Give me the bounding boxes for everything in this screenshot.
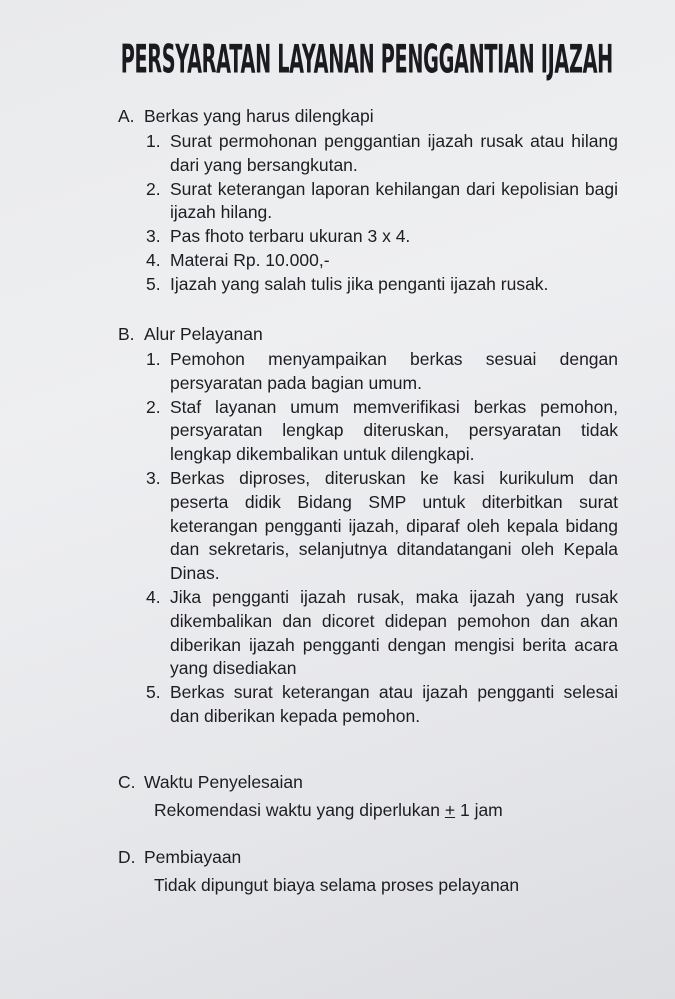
body-suffix: 1 jam <box>455 800 503 820</box>
section-a <box>118 104 618 297</box>
item-text: Berkas surat keterangan atau ijazah pengganti selesai dan diberikan kepada pemohon. <box>170 682 618 726</box>
section-title: Waktu Penyelesaian <box>144 772 303 792</box>
item-text: Pas fhoto terbaru ukuran 3 x 4. <box>170 226 411 247</box>
section-d-body: Tidak dipungut biaya selama proses pelayanan <box>154 875 520 895</box>
item-number: 5. <box>146 682 161 703</box>
body-prefix: Rekomendasi waktu yang diperlukan <box>154 800 445 820</box>
item-number: 2. <box>146 178 161 199</box>
section-letter: A. <box>118 106 135 126</box>
item-number: 4. <box>146 249 161 270</box>
item-number: 2. <box>146 396 161 417</box>
section-d-heading <box>118 845 618 869</box>
item-number: 1. <box>146 131 161 151</box>
section-b-heading <box>118 322 618 346</box>
item-number: 4. <box>146 586 161 607</box>
item-text: Jika pengganti ijazah rusak, maka ijazah yang rusak dikembalikan dan dicoret didepan pemohon dan akan diberikan ijazah pengganti dengan mengisi berita acara yang disediakan <box>170 586 618 679</box>
list-item <box>146 225 618 249</box>
section-c-heading <box>118 770 618 794</box>
list-item <box>146 467 618 586</box>
plus-minus-symbol: + <box>444 800 456 820</box>
list-item <box>146 681 618 729</box>
list-item <box>146 178 618 226</box>
item-text: Pemohon menyampaikan berkas sesuai dengan persyaratan pada bagian umum. <box>170 349 618 393</box>
list-item <box>146 586 618 681</box>
item-number: 3. <box>146 226 161 247</box>
section-title: Pembiayaan <box>144 847 242 867</box>
item-number: 5. <box>146 273 161 294</box>
item-text: Materai Rp. 10.000,- <box>170 249 330 270</box>
item-text: Berkas diproses, diteruskan ke kasi kurikulum dan peserta didik Bidang SMP untuk diterbitkan surat keterangan pengganti ijazah, diparaf oleh kepala bidang dan sekretaris, selanjutnya ditandatangani oleh Kepala Dinas. <box>170 467 618 584</box>
section-letter: B. <box>118 324 135 344</box>
item-number: 1. <box>146 349 161 369</box>
list-item <box>146 249 618 273</box>
section-c-body <box>154 798 618 822</box>
list-item <box>146 396 618 467</box>
item-text: Surat keterangan laporan kehilangan dari kepolisian bagi ijazah hilang. <box>170 178 618 223</box>
section-c <box>118 770 618 822</box>
section-a-heading <box>118 104 618 128</box>
list-item <box>146 130 618 178</box>
section-title: Berkas yang harus dilengkapi <box>144 106 374 126</box>
section-b-list <box>118 348 618 729</box>
section-b <box>118 322 618 729</box>
item-text: Ijazah yang salah tulis jika penganti ijazah rusak. <box>170 273 549 294</box>
list-item <box>146 348 618 396</box>
document-title: PERSYARATAN LAYANAN PENGGANTIAN IJAZAH <box>120 37 613 83</box>
section-a-list <box>118 130 618 297</box>
section-letter: C. <box>118 772 136 792</box>
item-text: Staf layanan umum memverifikasi berkas pemohon, persyaratan lengkap diteruskan, persyaratan tidak lengkap dikembalikan untuk dilengkapi. <box>170 396 618 465</box>
item-text: Surat permohonan penggantian ijazah rusak atau hilang dari yang bersangkutan. <box>170 131 618 175</box>
section-letter: D. <box>118 847 136 867</box>
list-item <box>146 273 618 297</box>
section-title: Alur Pelayanan <box>144 324 263 344</box>
item-number: 3. <box>146 467 161 488</box>
section-d <box>118 845 618 897</box>
